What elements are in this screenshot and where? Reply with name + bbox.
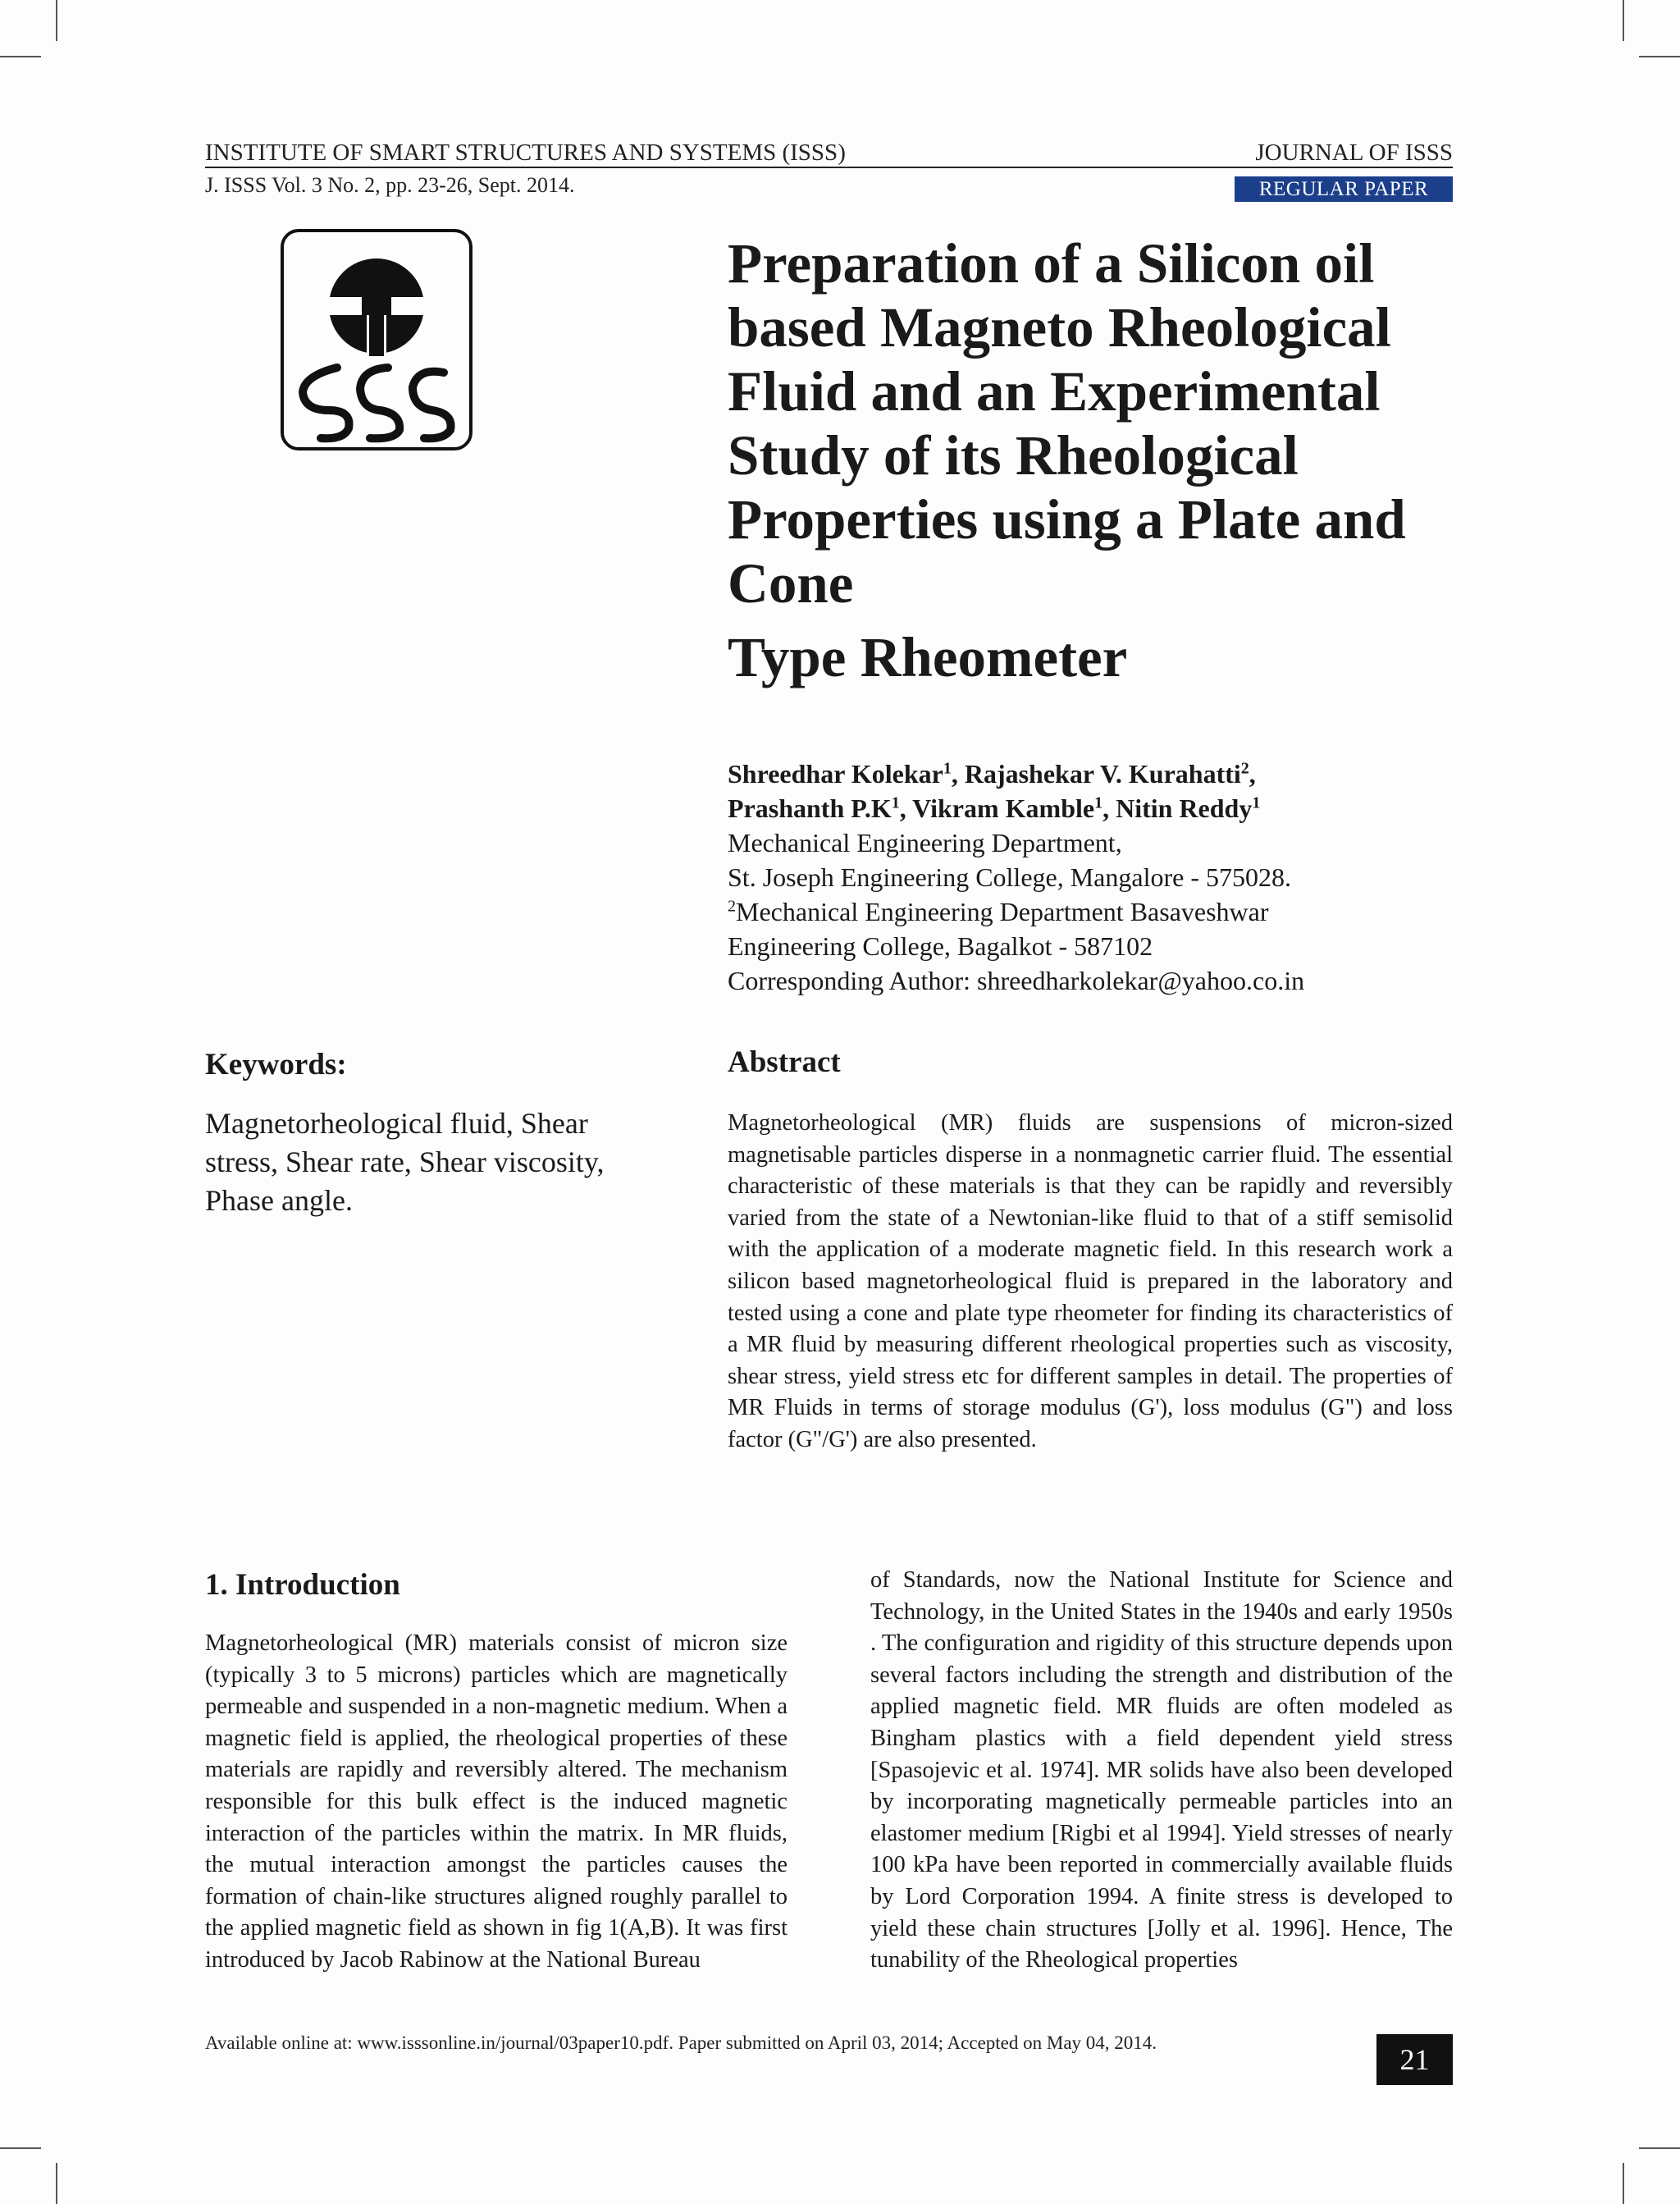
isss-logo-icon	[280, 228, 473, 451]
paper-title-main: Preparation of a Silicon oil based Magneto Rheological Fluid and an Experimental Study of its Rheological Properties using a Plate and Cone	[728, 232, 1406, 615]
author-name: , Rajashekar V. Kurahatti	[951, 759, 1241, 789]
author-name: , Nitin Reddy	[1102, 793, 1253, 823]
keywords-heading: Keywords:	[205, 1048, 347, 1081]
author-separator: ,	[1249, 759, 1256, 789]
affiliation-line-1: Mechanical Engineering Department,	[728, 828, 1122, 857]
paper-type-badge: REGULAR PAPER	[1235, 176, 1453, 202]
author-name: Prashanth P.K	[728, 793, 892, 823]
affiliation-line-2: St. Joseph Engineering College, Mangalore - 575028.	[728, 862, 1291, 892]
keywords-text: Magnetorheological fluid, Shear stress, Shear rate, Shear viscosity, Phase angle.	[205, 1107, 605, 1217]
affiliation-mark: 1	[1252, 793, 1261, 812]
journal-name: JOURNAL OF ISSS	[1255, 139, 1453, 166]
paper-title	[728, 231, 1466, 689]
citation: J. ISSS Vol. 3 No. 2, pp. 23-26, Sept. 2014.	[205, 173, 575, 197]
paper-title-last-line: Type Rheometer	[728, 626, 1128, 688]
abstract-text: Magnetorheological (MR) fluids are suspensions of micron-sized magnetisable particles disperse in a nonmagnetic carrier fluid. The essential characteristic of these materials is that they can be rapidly and reversibly varied from the state of a Newtonian-like fluid to that of a stiff semisolid with the application of a moderate magnetic field. In this research work a silicon based magnetorheological fluid is prepared in the laboratory and tested using a cone and plate type rheometer for finding its characteristics of a MR fluid by measuring different rheological properties such as viscosity, shear stress, yield stress etc for different samples in detail. The properties of MR Fluids in terms of storage modulus (G'), loss modulus (G") and loss factor (G"/G') are also presented.	[728, 1110, 1453, 1452]
introduction-column-2: of Standards, now the National Institute for Science and Technology, in the United States in the 1940s and early 1950s . The configuration and rigidity of this structure depends upon several factors including the strength and distribution of the applied magnetic field. MR fluids are often modeled as Bingham plastics with a field dependent yield stress [Spasojevic et al. 1974]. MR solids have also been developed by incorporating magnetically permeable particles into an elastomer medium [Rigbi et al 1994]. Yield stresses of nearly 100 kPa have been reported in commercially available fluids by Lord Corporation 1994. A finite stress is developed to yield these chain structures [Jolly et al. 1996]. Hence, The tunability of the Rheological properties	[870, 1567, 1453, 1973]
author-name: Shreedhar Kolekar	[728, 759, 943, 789]
affiliation-line-3	[728, 894, 1466, 929]
affiliation-line-4: Engineering College, Bagalkot - 587102	[728, 931, 1153, 961]
introduction-heading: 1. Introduction	[205, 1568, 400, 1602]
author-line-2	[728, 791, 1466, 825]
author-block	[728, 757, 1466, 998]
availability-note: Available online at: www.isssonline.in/journal/03paper10.pdf. Paper submitted on April 03, 2014; Accepted on May 04, 2014.	[205, 2033, 1157, 2053]
affiliation-mark: 1	[943, 759, 952, 778]
affiliation-mark: 2	[728, 897, 736, 916]
institute-name: INSTITUTE OF SMART STRUCTURES AND SYSTEMS (ISSS)	[205, 139, 846, 166]
author-name: , Vikram Kamble	[899, 793, 1095, 823]
author-line-1	[728, 757, 1466, 791]
abstract-heading: Abstract	[728, 1045, 841, 1079]
introduction-column-1: Magnetorheological (MR) materials consist of micron size (typically 3 to 5 microns) particles which are magnetically permeable and suspended in a non-magnetic medium. When a magnetic field is applied, the rheological properties of these materials are rapidly and reversibly altered. The mechanism responsible for this bulk effect is the induced magnetic interaction of the particles within the matrix. In MR fluids, the mutual interaction amongst the particles causes the formation of chain-like structures aligned roughly parallel to the applied magnetic field as shown in fig 1(A,B). It was first introduced by Jacob Rabinow at the National Bureau	[205, 1630, 788, 1973]
header-rule	[205, 167, 1453, 168]
affiliation-mark: 2	[1240, 759, 1249, 778]
corresponding-author: Corresponding Author: shreedharkolekar@yahoo.co.in	[728, 966, 1305, 995]
page-number: 21	[1376, 2034, 1453, 2085]
affiliation-mark: 1	[891, 793, 900, 812]
affiliation-mark: 1	[1094, 793, 1103, 812]
affiliation-text: Mechanical Engineering Department Basaveshwar	[736, 897, 1269, 926]
